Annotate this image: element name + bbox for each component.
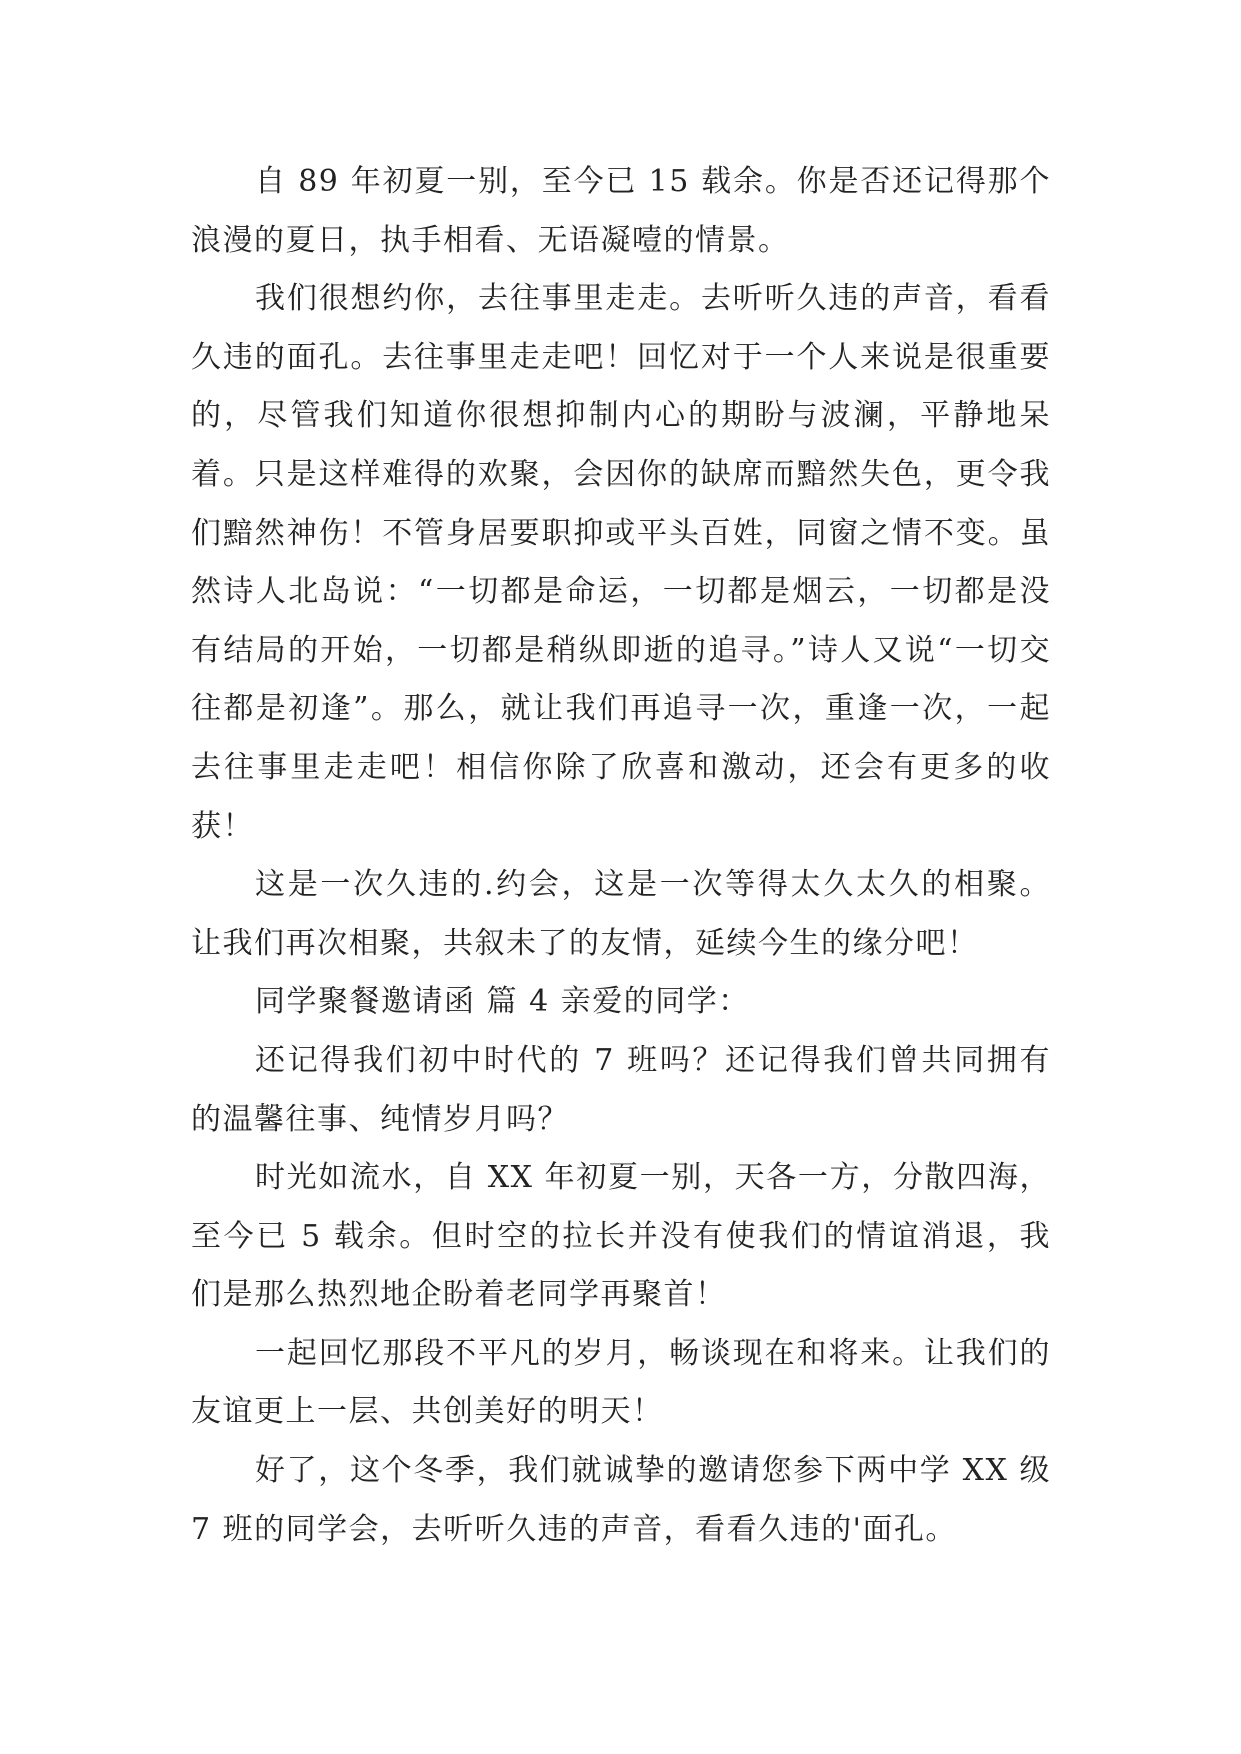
paragraph: 时光如流水，自 XX 年初夏一别，天各一方，分散四海，至今已 5 载余。但时空的拉长并没有使我们的情谊消退，我们是那么热烈地企盼着老同学再聚首！ xyxy=(191,1160,1051,1313)
paragraph: 这是一次久违的.约会，这是一次等得太久太久的相聚。让我们再次相聚，共叙未了的友情，延续今生的缘分吧！ xyxy=(191,867,1051,961)
paragraph: 还记得我们初中时代的 7 班吗？还记得我们曾共同拥有的温馨往事、纯情岁月吗？ xyxy=(191,1042,1051,1137)
section-heading: 同学聚餐邀请函 篇 4 亲爱的同学： xyxy=(255,984,750,1020)
paragraph: 一起回忆那段不平凡的岁月，畅谈现在和将来。让我们的友谊更上一层、共创美好的明天！ xyxy=(191,1335,1051,1430)
paragraph: 好了，这个冬季，我们就诚挚的邀请您参下两中学 XX 级 7 班的同学会，去听听久违的声音，看看久违的'面孔。 xyxy=(191,1453,1051,1547)
paragraph: 我们很想约你，去往事里走走。去听听久违的声音，看看久违的面孔。去往事里走走吧！回忆对于一个人来说是很重要的，尽管我们知道你很想抑制内心的期盼与波澜，平静地呆着。只是这样难得的欢聚，会因你的缺席而黯然失色，更令我们黯然神伤！不管身居要职抑或平头百姓，同窗之情不变。虽然诗人北岛说：“一切都是命运，一切都是烟云，一切都是没有结局的开始，一切都是稍纵即逝的追寻。”诗人又说“一切交往都是初逢”。那么，就让我们再追寻一次，重逢一次，一起去往事里走走吧！相信你除了欣喜和激动，还会有更多的收获！ xyxy=(191,281,1051,844)
paragraph: 自 89 年初夏一别，至今已 15 载余。你是否还记得那个浪漫的夏日，执手相看、无语凝噎的情景。 xyxy=(191,164,1051,258)
document-body xyxy=(191,153,1051,1559)
